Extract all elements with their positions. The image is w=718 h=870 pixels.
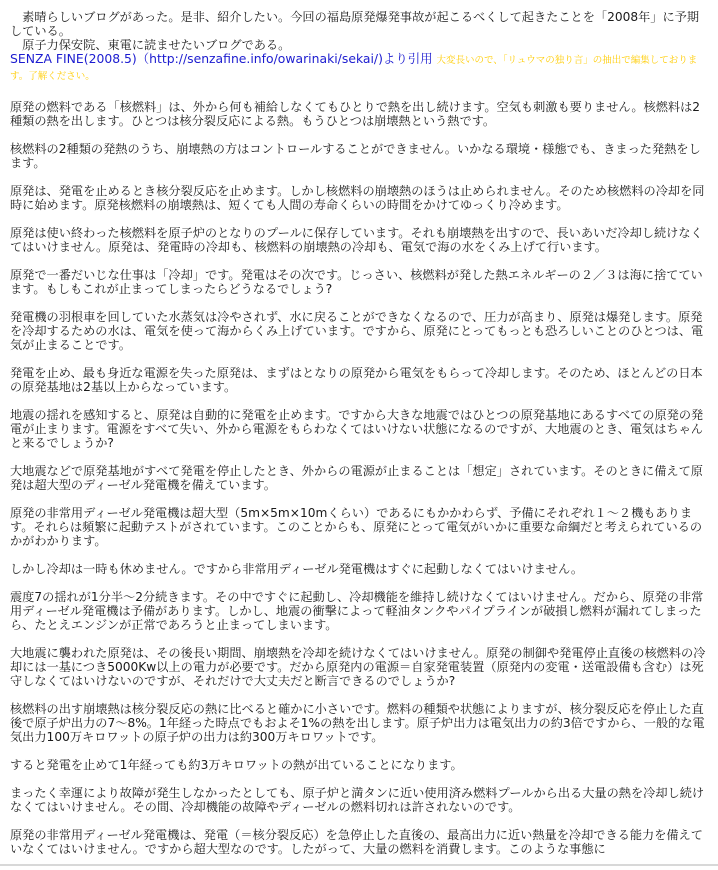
blog-article [10, 10, 706, 870]
article-paragraph: 核燃料の2種類の発熱のうち、崩壊熱の方はコントロールすることができません。いかなる環境・様態でも、きまった発熱をします。 [10, 142, 701, 170]
article-paragraph: すると発電を止めて1年経っても約3万キロワットの熱が出ていることになります。 [10, 758, 463, 772]
intro-line-2: 原子力保安院、東電に読ませたいブログである。 [10, 38, 291, 52]
source-editor-note: 大変長いので、「リュウマの独り言」の抽出で編集しております。了解ください。 [10, 55, 698, 82]
article-paragraph: 地震の揺れを感知すると、原発は自動的に発電を止めます。ですから大きな地震ではひとつの原発基地にあるすべての原発の発電が止まります。電源をすべて失い、外から電源をもらわなくてはいけない状態になるのですが、大地震のとき、電気はちゃんと来るでしょうか? [10, 408, 704, 450]
article-paragraph: 発電を止め、最も身近な電源を失った原発は、まずはとなりの原発から電気をもらって冷却します。そのため、ほとんどの日本の原発基地は2基以上からなっています。 [10, 366, 703, 394]
article-paragraph: 原発は使い終わった核燃料を原子炉のとなりのプールに保存しています。それも崩壊熱を出すので、長いあいだ冷却し続けなくてはいけません。原発は、発電時の冷却も、核燃料の崩壊熱の冷却も、電気で海の水をくみ上げて行います。 [10, 226, 703, 254]
article-paragraph: 大地震に襲われた原発は、その後長い期間、崩壊熱を冷却を続けなくてはいけません。原発の制御や発電停止直後の核燃料の冷却には一基につき5000Kw以上の電力が必要です。だから原発内の電源＝自家発電装置（原発内の変電・送電設備も含む）は死守しなくてはいけないのですが、それだけで大丈夫だと断言できるのでしょうか? [10, 646, 706, 688]
article-paragraph: 震度7の揺れが1分半〜2分続きます。その中ですぐに起動し、冷却機能を維持し続けなくてはいけません。だから、原発の非常用ディーゼル発電機は予備があります。しかし、地震の衝撃によって軽油タンクやパイプラインが破損し燃料が漏れてしまったら、たとえエンジンが正常であろうと止まってしまいます。 [10, 590, 704, 632]
article-paragraph: 原発の非常用ディーゼル発電機は、発電（＝核分裂反応）を急停止した直後の、最高出力に近い熱量を冷却できる能力を備えていなくてはいけません。ですから超大型なのです。したがって、大量の燃料を消費します。このような事態に [10, 828, 703, 856]
article-paragraph: しかし冷却は一時も休めません。ですから非常用ディーゼル発電機はすぐに起動しなくてはいけません。 [10, 562, 584, 576]
article-paragraph: 原発は、発電を止めるとき核分裂反応を止めます。しかし核燃料の崩壊熱のほうは止められません。そのため核燃料の冷却を同時に始めます。原発核燃料の崩壊熱は、短くても人間の寿命くらいの時間をかけてゆっくり冷めます。 [10, 184, 705, 212]
article-paragraph: 原発の燃料である「核燃料」は、外から何も補給しなくてもひとりで熱を出し続けます。空気も刺激も要りません。核燃料は2種類の熱を出します。ひとつは核分裂反応による熱。もうひとつは崩壊熱という熱です。 [10, 100, 701, 128]
article-body [10, 100, 706, 856]
intro-line-1: 素晴らしいブログがあった。是非、紹介したい。今回の福島原発爆発事故が起こるべくして起きたことを「2008年」に予期している。 [10, 10, 700, 38]
source-citation-line [10, 52, 706, 84]
article-paragraph: 原発の非常用ディーゼル発電機は超大型（5m×5m×10mくらい）であるにもかかわらず、予備にそれぞれ１〜２機もあります。それらは頻繁に起動テストがされています。このことからも、原発にとって電気がいかに重要な命綱だと考えられているのかがわかります。 [10, 506, 703, 548]
article-paragraph: 核燃料の出す崩壊熱は核分裂反応の熱に比べると確かに小さいです。燃料の種類や状態によりますが、核分裂反応を停止した直後で原子炉出力の7〜8%。1年経った時点でもおよそ1%の熱を出します。原子炉出力は電気出力の約3倍ですから、一般的な電気出力100万キロワットの原子炉の出力は約300万キロワットです。 [10, 702, 705, 744]
article-paragraph: まったく幸運により故障が発生しなかったとしても、原子炉と満タンに近い使用済み燃料プールから出る大量の熱を冷却し続けなくてはいけません。その間、冷却機能の故障やディーゼルの燃料切れは許されないのです。 [10, 786, 705, 814]
source-citation-link[interactable]: SENZA FINE(2008.5)（http://senzafine.info/owarinaki/sekai/)より引用 [10, 51, 433, 66]
article-paragraph: 大地震などで原発基地がすべて発電を停止したとき、外からの電源が止まることは「想定」されています。そのときに備えて原発は超大型のディーゼル発電機を備えています。 [10, 464, 703, 492]
article-paragraph: 原発で一番だいじな仕事は「冷却」です。発電はその次です。じっさい、核燃料が発した熱エネルギーの２／３は海に捨てています。もしもこれが止まってしまったらどうなるでしょう? [10, 268, 703, 296]
article-paragraph: 発電機の羽根車を回していた水蒸気は冷やされず、水に戻ることができなくなるので、圧力が高まり、原発は爆発します。原発を冷却するための水は、電気を使って海からくみ上げています。ですから、原発にとってもっとも恐ろしいことのひとつは、電気が止まることです。 [10, 310, 704, 352]
